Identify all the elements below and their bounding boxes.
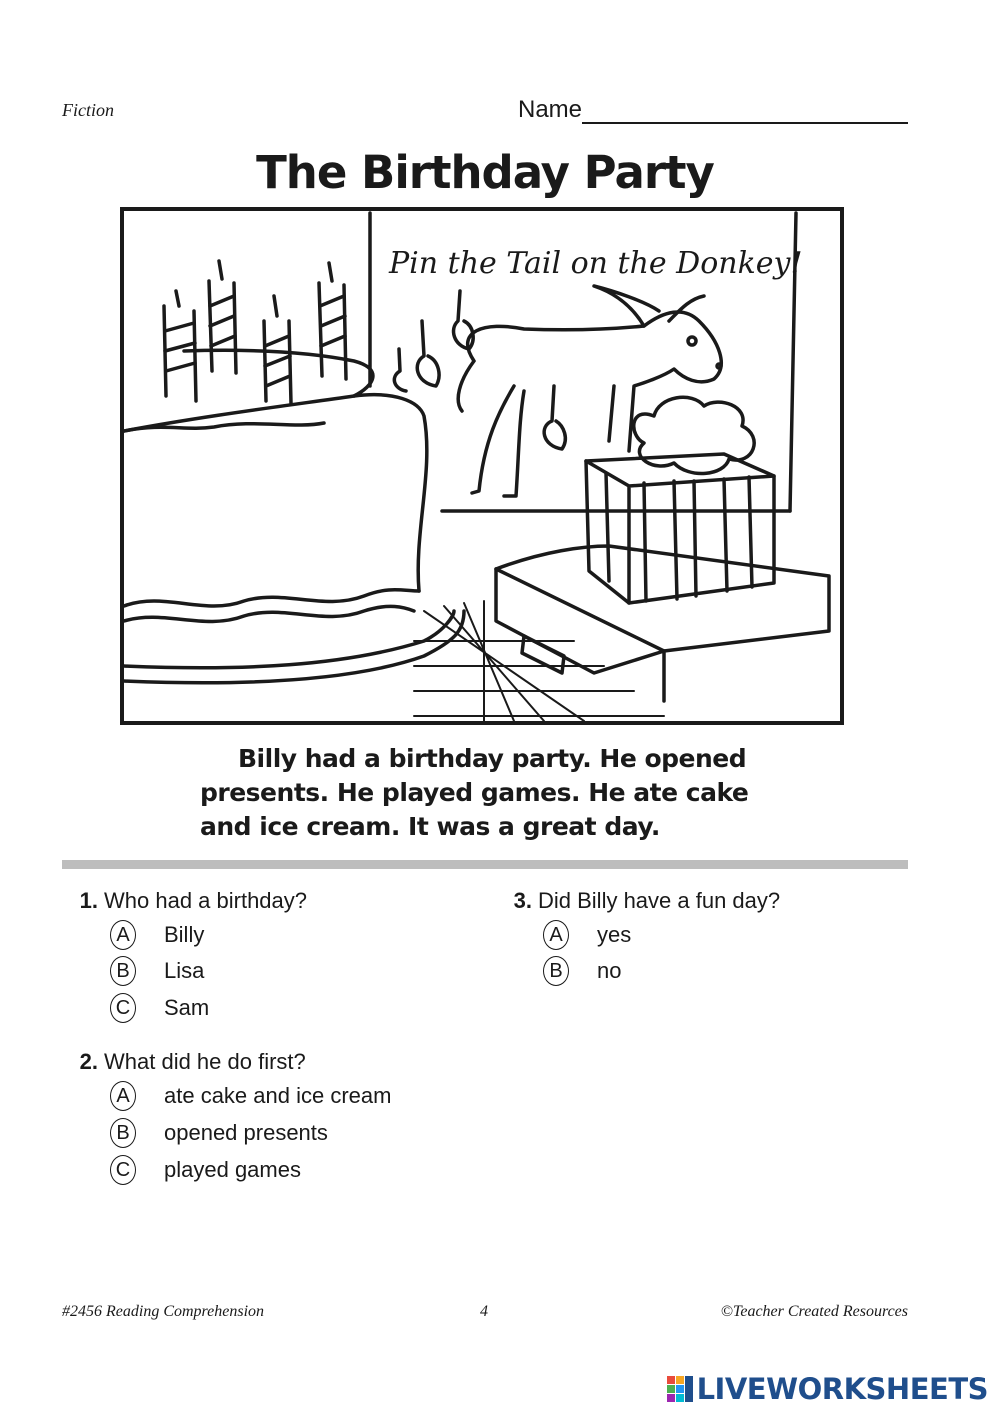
answer-text: Billy (164, 922, 205, 947)
name-label: Name (518, 96, 583, 123)
answer-bubble[interactable]: C (110, 993, 136, 1023)
passage-line: Billy had a birthday party. He opened (238, 744, 747, 773)
answer-option[interactable] (110, 1081, 391, 1111)
answer-text: opened presents (164, 1120, 328, 1145)
question-2 (70, 1049, 306, 1075)
question-number: 3. (513, 888, 532, 913)
page-number: 4 (480, 1303, 488, 1320)
passage-line: presents. He played games. He ate cake (200, 778, 749, 807)
answer-option[interactable] (110, 1155, 301, 1185)
answer-option[interactable] (110, 956, 204, 986)
gift-box (586, 397, 774, 603)
question-text: Who had a birthday? (104, 888, 308, 913)
question-text: Did Billy have a fun day? (538, 888, 781, 913)
answer-text: played games (164, 1157, 301, 1182)
liveworksheets-wordmark: LIVEWORKSHEETS (696, 1372, 988, 1406)
answer-option[interactable] (110, 1118, 328, 1148)
party-illustration (120, 207, 844, 725)
paper-tails (394, 291, 565, 449)
section-divider (62, 860, 908, 869)
answer-bubble[interactable]: B (110, 1118, 136, 1148)
answer-text: Sam (164, 995, 210, 1020)
answer-option[interactable] (110, 920, 204, 950)
answer-bubble[interactable]: C (110, 1155, 136, 1185)
name-input-line[interactable] (582, 122, 908, 124)
passage-line: and ice cream. It was a great day. (200, 812, 660, 841)
footer-book-title: #2456 Reading Comprehension (62, 1303, 265, 1320)
question-number: 1. (79, 888, 98, 913)
question-number: 2. (79, 1049, 98, 1074)
answer-bubble[interactable]: A (110, 1081, 136, 1111)
footer-copyright: ©Teacher Created Resources (720, 1303, 908, 1320)
genre-label: Fiction (62, 100, 114, 120)
answer-text: no (597, 958, 622, 983)
liveworksheets-logo (667, 1372, 988, 1406)
poster-sign-text: Pin the Tail on the Donkey! (389, 246, 803, 281)
answer-text: yes (597, 922, 632, 947)
answer-bubble[interactable]: B (543, 956, 569, 986)
reading-passage (200, 742, 800, 844)
answer-option[interactable] (110, 993, 209, 1023)
answer-text: ate cake and ice cream (164, 1083, 392, 1108)
question-1 (70, 888, 307, 914)
worksheet-title: The Birthday Party (256, 146, 714, 199)
birthday-cake (124, 261, 464, 683)
question-text: What did he do first? (104, 1049, 306, 1074)
question-3 (504, 888, 780, 914)
side-table (496, 546, 829, 701)
liveworksheets-logo-icon (667, 1376, 693, 1402)
answer-bubble[interactable]: A (110, 920, 136, 950)
answer-option[interactable] (543, 920, 631, 950)
answer-bubble[interactable]: A (543, 920, 569, 950)
answer-option[interactable] (543, 956, 621, 986)
answer-bubble[interactable]: B (110, 956, 136, 986)
answer-text: Lisa (164, 958, 205, 983)
